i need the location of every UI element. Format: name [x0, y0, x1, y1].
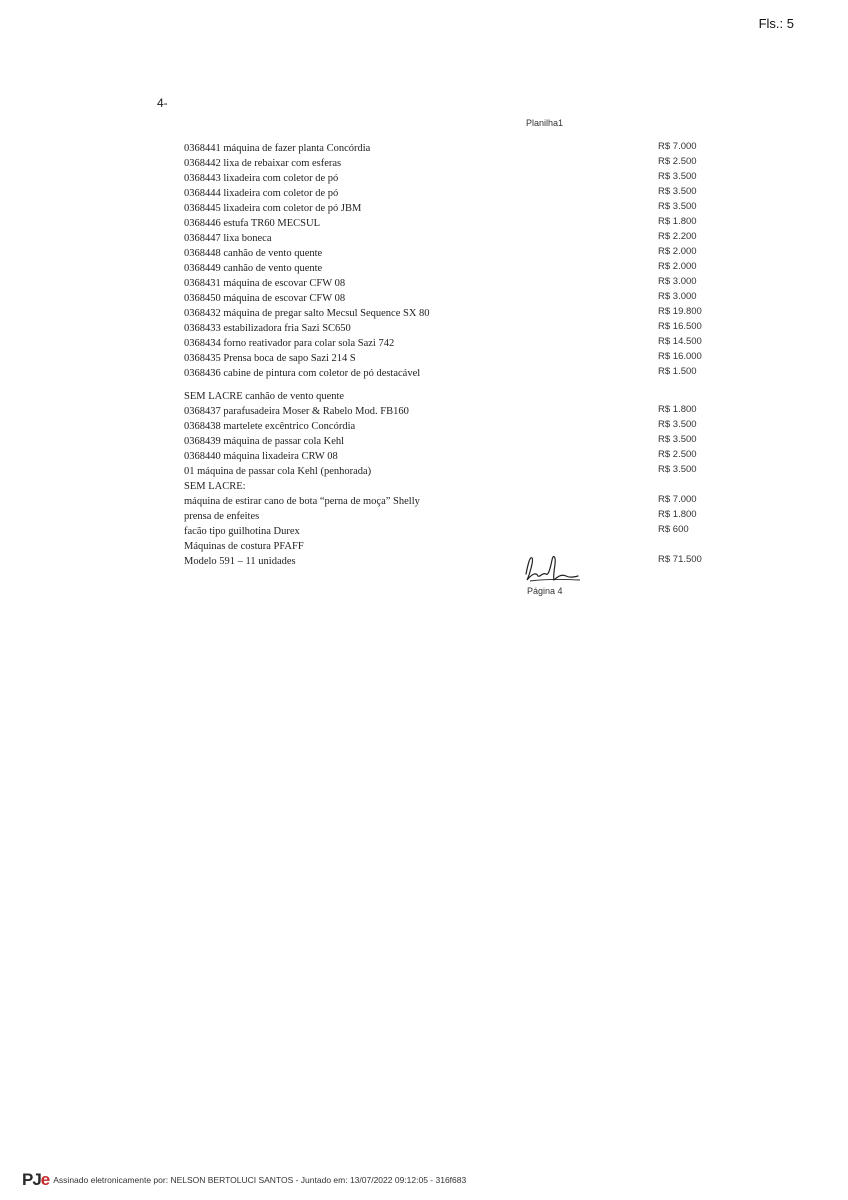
item-value: R$ 2.200: [658, 231, 697, 242]
list-item: [184, 334, 724, 349]
item-value: R$ 2.000: [658, 261, 697, 272]
item-description: 0368436 cabine de pintura com coletor de pó destacável: [184, 368, 421, 379]
item-description: Modelo 591 – 11 unidades: [184, 556, 296, 567]
item-description: facão tipo guilhotina Durex: [184, 526, 300, 537]
item-description: 0368444 lixadeira com coletor de pó: [184, 188, 339, 199]
item-description: SEM LACRE canhão de vento quente: [184, 391, 345, 402]
list-item: [184, 492, 724, 507]
item-value: R$ 3.000: [658, 276, 697, 287]
list-item: [184, 402, 724, 417]
signature-note: Assinado eletronicamente por: NELSON BERTOLUCI SANTOS - Juntado em: 13/07/2022 09:12:05 - 316f683: [53, 1175, 467, 1185]
item-value: R$ 2.500: [658, 156, 697, 167]
list-item: [184, 229, 724, 244]
item-value: R$ 1.800: [658, 404, 697, 415]
list-item: [184, 349, 724, 364]
item-value: R$ 3.500: [658, 419, 697, 430]
signature: [520, 550, 584, 586]
item-value: R$ 3.500: [658, 434, 697, 445]
item-description: 0368437 parafusadeira Moser & Rabelo Mod. FB160: [184, 406, 409, 417]
footer: [22, 1170, 466, 1190]
list-item: [184, 432, 724, 447]
list-item: [184, 364, 724, 379]
list-item: [184, 462, 724, 477]
item-description: 0368448 canhão de vento quente: [184, 248, 323, 259]
item-value: R$ 7.000: [658, 494, 697, 505]
item-description: 0368440 máquina lixadeira CRW 08: [184, 451, 338, 462]
item-description: prensa de enfeites: [184, 511, 260, 522]
item-value: R$ 2.000: [658, 246, 697, 257]
item-value: R$ 3.500: [658, 201, 697, 212]
item-value: R$ 600: [658, 524, 689, 535]
list-item: [184, 169, 724, 184]
item-value: R$ 3.000: [658, 291, 697, 302]
item-description: 0368432 máquina de pregar salto Mecsul Sequence SX 80: [184, 308, 430, 319]
item-description: 0368447 lixa boneca: [184, 233, 272, 244]
inventory-list: [184, 139, 724, 567]
item-value: R$ 3.500: [658, 171, 697, 182]
list-item: [184, 387, 724, 402]
item-description: 01 máquina de passar cola Kehl (penhorada): [184, 466, 372, 477]
sheet-title: Planilha1: [526, 118, 564, 128]
list-item: [184, 184, 724, 199]
item-value: R$ 16.000: [658, 351, 702, 362]
item-value: R$ 19.800: [658, 306, 702, 317]
item-value: R$ 7.000: [658, 141, 697, 152]
list-item: [184, 304, 724, 319]
item-description: 0368439 máquina de passar cola Kehl: [184, 436, 345, 447]
item-description: 0368434 forno reativador para colar sola Sazi 742: [184, 338, 395, 349]
item-value: R$ 16.500: [658, 321, 702, 332]
section-number: 4-: [157, 96, 168, 110]
item-description: 0368443 lixadeira com coletor de pó: [184, 173, 339, 184]
item-description: Máquinas de costura PFAFF: [184, 541, 304, 552]
item-description: 0368435 Prensa boca de sapo Sazi 214 S: [184, 353, 356, 364]
item-description: 0368446 estufa TR60 MECSUL: [184, 218, 321, 229]
item-description: 0368445 lixadeira com coletor de pó JBM: [184, 203, 362, 214]
item-description: 0368441 máquina de fazer planta Concórdia: [184, 143, 371, 154]
list-item: [184, 289, 724, 304]
list-item: [184, 417, 724, 432]
item-value: R$ 2.500: [658, 449, 697, 460]
list-item: [184, 274, 724, 289]
item-description: 0368442 lixa de rebaixar com esferas: [184, 158, 342, 169]
pje-logo: PJe: [22, 1170, 50, 1189]
item-description: 0368450 máquina de escovar CFW 08: [184, 293, 346, 304]
item-description: máquina de estirar cano de bota “perna de moça” Shelly: [184, 496, 420, 507]
list-item: [184, 154, 724, 169]
item-description: 0368431 máquina de escovar CFW 08: [184, 278, 346, 289]
list-item: [184, 552, 724, 567]
list-item: [184, 259, 724, 274]
item-value: R$ 1.800: [658, 509, 697, 520]
item-value: R$ 3.500: [658, 186, 697, 197]
item-description: 0368433 estabilizadora fria Sazi SC650: [184, 323, 351, 334]
list-item: [184, 244, 724, 259]
item-description: SEM LACRE:: [184, 481, 246, 492]
list-item: [184, 522, 724, 537]
item-value: R$ 1.500: [658, 366, 697, 377]
item-description: 0368449 canhão de vento quente: [184, 263, 323, 274]
list-item: [184, 537, 724, 552]
item-value: R$ 3.500: [658, 464, 697, 475]
item-value: R$ 1.800: [658, 216, 697, 227]
list-item: [184, 319, 724, 334]
list-item: [184, 139, 724, 154]
item-description: 0368438 martelete excêntrico Concórdia: [184, 421, 356, 432]
page-number-fls: Fls.: 5: [758, 16, 794, 31]
list-item: [184, 507, 724, 522]
page-label: Página 4: [527, 586, 563, 596]
list-item: [184, 199, 724, 214]
list-item: [184, 447, 724, 462]
item-value: R$ 71.500: [658, 554, 702, 565]
list-item: [184, 214, 724, 229]
item-value: R$ 14.500: [658, 336, 702, 347]
list-item: [184, 477, 724, 492]
